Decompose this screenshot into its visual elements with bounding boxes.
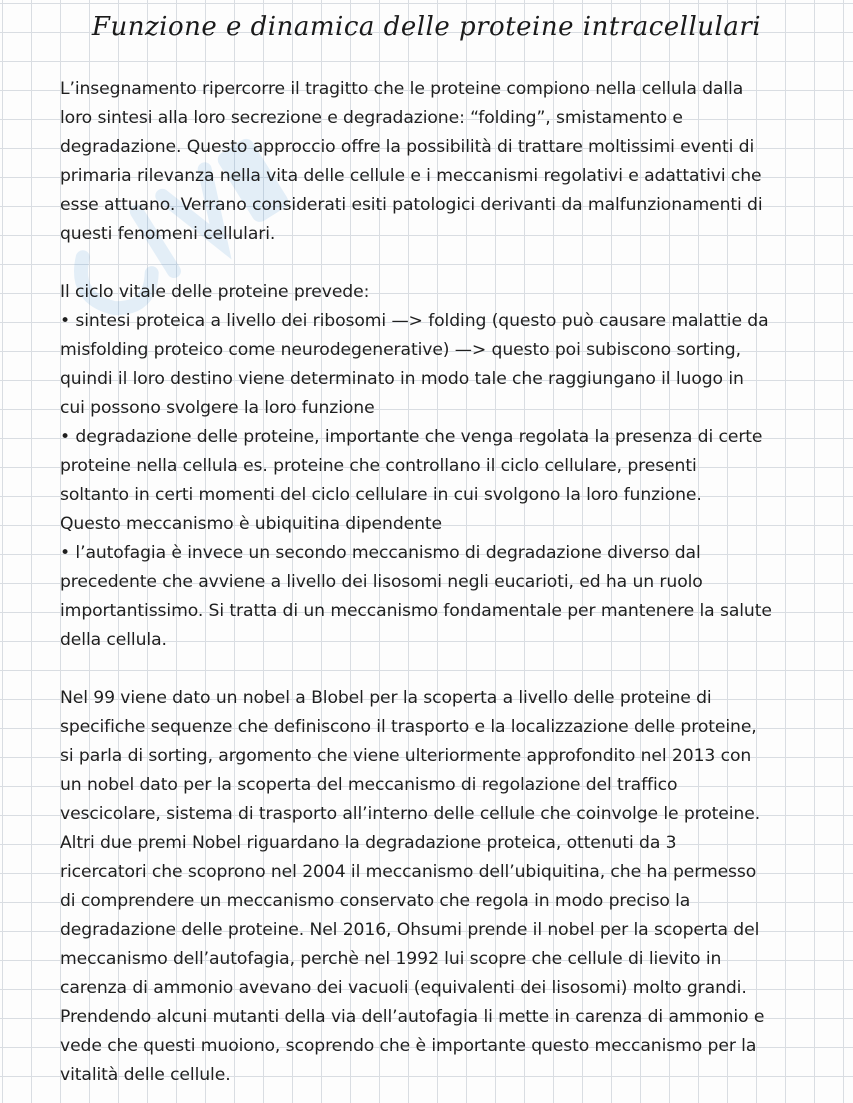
text-line: misfolding proteico come neurodegenerative) —> questo poi subiscono sorting,: [60, 340, 741, 360]
paragraph-nobel-history: [60, 684, 832, 1090]
paragraph-gap: [60, 249, 832, 278]
text-line: vescicolare, sistema di trasporto all’interno delle cellule che coinvolge le proteine.: [60, 804, 761, 824]
text-line: Altri due premi Nobel riguardano la degradazione proteica, ottenuti da 3: [60, 833, 677, 853]
text-line: importantissimo. Si tratta di un meccanismo fondamentale per mantenere la salute: [60, 601, 772, 621]
text-line: Il ciclo vitale delle proteine prevede:: [60, 282, 370, 302]
text-line: questi fenomeni cellulari.: [60, 224, 276, 244]
text-line: specifiche sequenze che definiscono il trasporto e la localizzazione delle proteine,: [60, 717, 757, 737]
text-line: si parla di sorting, argomento che viene ulteriormente approfondito nel 2013 con: [60, 746, 752, 766]
bullet-line: • degradazione delle proteine, importante che venga regolata la presenza di certe: [60, 427, 763, 447]
text-line: L’insegnamento ripercorre il tragitto che le proteine compiono nella cellula dalla: [60, 79, 744, 99]
text-line: di comprendere un meccanismo conservato che regola in modo preciso la: [60, 891, 691, 911]
text-line: vede che questi muoiono, scoprendo che è importante questo meccanismo per la: [60, 1036, 757, 1056]
text-line: un nobel dato per la scoperta del meccanismo di regolazione del traffico: [60, 775, 678, 795]
text-line: Nel 99 viene dato un nobel a Blobel per la scoperta a livello delle proteine di: [60, 688, 712, 708]
text-line: carenza di ammonio avevano dei vacuoli (equivalenti dei lisosomi) molto grandi.: [60, 978, 747, 998]
text-line: vitalità delle cellule.: [60, 1065, 231, 1085]
paragraph-gap: [60, 655, 832, 684]
text-line: primaria rilevanza nella vita delle cellule e i meccanismi regolativi e adattativi che: [60, 166, 762, 186]
text-line: precedente che avviene a livello dei lisosomi negli eucarioti, ed ha un ruolo: [60, 572, 703, 592]
paragraph-protein-cycle: [60, 278, 832, 655]
text-line: meccanismo dell’autofagia, perchè nel 1992 lui scopre che cellule di lievito in: [60, 949, 722, 969]
text-line: degradazione delle proteine. Nel 2016, Ohsumi prende il nobel per la scoperta del: [60, 920, 760, 940]
bullet-line: • sintesi proteica a livello dei ribosomi —> folding (questo può causare malattie da: [60, 311, 769, 331]
text-line: cui possono svolgere la loro funzione: [60, 398, 375, 418]
text-line: proteine nella cellula es. proteine che controllano il ciclo cellulare, presenti: [60, 456, 697, 476]
notes-body: [60, 75, 832, 1090]
text-line: della cellula.: [60, 630, 167, 650]
paragraph-intro: [60, 75, 832, 249]
page-title: Funzione e dinamica delle proteine intracellulari: [91, 12, 762, 42]
bullet-line: • l’autofagia è invece un secondo meccanismo di degradazione diverso dal: [60, 543, 701, 563]
text-line: quindi il loro destino viene determinato in modo tale che raggiungano il luogo in: [60, 369, 744, 389]
text-line: loro sintesi alla loro secrezione e degradazione: “folding”, smistamento e: [60, 108, 683, 128]
text-line: Prendendo alcuni mutanti della via dell’autofagia li mette in carenza di ammonio e: [60, 1007, 765, 1027]
text-line: Questo meccanismo è ubiquitina dipendente: [60, 514, 443, 534]
text-line: esse attuano. Verrano considerati esiti patologici derivanti da malfunzionamenti di: [60, 195, 763, 215]
text-line: ricercatori che scoprono nel 2004 il meccanismo dell’ubiquitina, che ha permesso: [60, 862, 757, 882]
text-line: degradazione. Questo approccio offre la possibilità di trattare moltissimi eventi di: [60, 137, 755, 157]
text-line: soltanto in certi momenti del ciclo cellulare in cui svolgono la loro funzione.: [60, 485, 702, 505]
